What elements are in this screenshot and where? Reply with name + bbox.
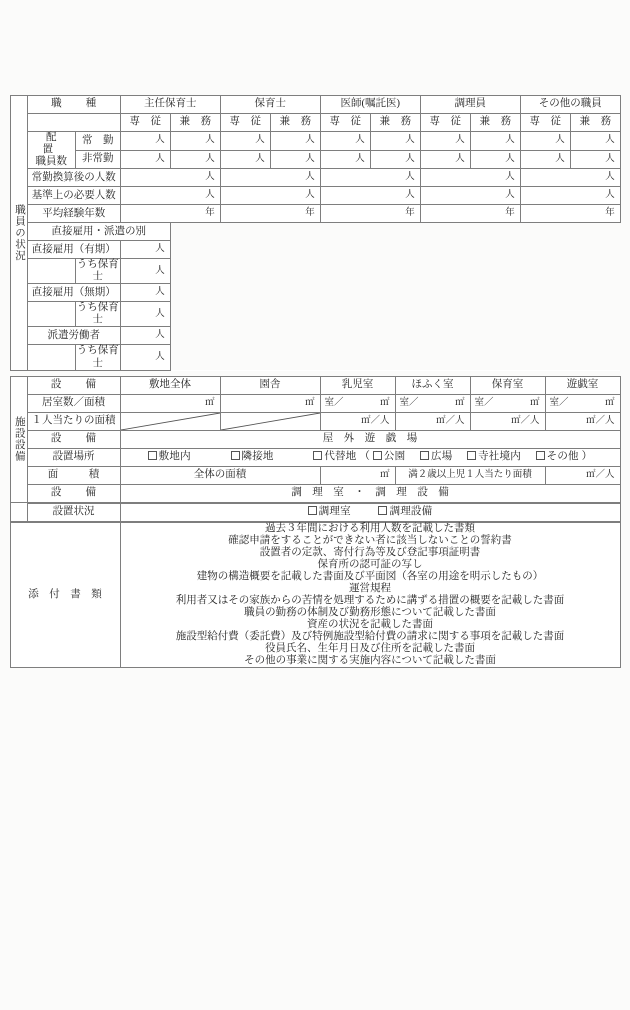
attachment-item-1: 過去３年間における利用人数を記載した書類 xyxy=(265,522,475,534)
cell-hijoukin-3-senju[interactable]: 人 xyxy=(320,150,370,169)
per-person-area-row xyxy=(10,412,620,430)
per-person-hohokushitsu[interactable] xyxy=(395,412,470,430)
equipment-col-nyujishitsu: 乳児室 xyxy=(320,376,395,394)
employment-row-fixed-term-hoikushi xyxy=(10,259,620,284)
cell-hijoukin-5-senju[interactable]: 人 xyxy=(520,150,570,169)
employment-value-dispatched[interactable]: 人 xyxy=(120,327,170,345)
job-category-hoikushi: 保育士 xyxy=(220,96,320,114)
checkbox-option-daitaichi[interactable]: 代替地 xyxy=(313,451,356,462)
equipment-header-row xyxy=(10,376,620,394)
row-label-required: 基準上の必要人数 xyxy=(27,187,120,205)
duty-type-header-row xyxy=(10,114,620,132)
unit-sqm-person-total: ㎡／人 xyxy=(585,469,615,480)
per-person-ensha-na xyxy=(220,412,320,430)
cell-joukin-5-senju[interactable]: 人 xyxy=(520,132,570,151)
staff-section-side-label: 職員の状況 xyxy=(10,96,27,371)
cell-hijoukin-2-kenmu[interactable]: 人 xyxy=(270,150,320,169)
employment-filler-1 xyxy=(170,241,620,259)
rooms-area-shikichi[interactable] xyxy=(120,394,220,412)
assigned-parttime-row xyxy=(10,150,620,169)
cell-joukin-4-kenmu[interactable]: 人 xyxy=(470,132,520,151)
checkbox-option-chourishitsu[interactable]: 調理室 xyxy=(308,506,351,517)
employment-row-fixed-term xyxy=(10,241,620,259)
checkbox-icon-shikichinai[interactable] xyxy=(148,451,157,460)
outdoor-area-row xyxy=(10,466,620,484)
checkbox-icon-sonota[interactable] xyxy=(536,451,545,460)
employment-label-permanent-hoikushi: うち保育士 xyxy=(76,302,119,326)
attachment-item-2: 確認申請をすることができない者に該当しないことの誓約書 xyxy=(228,534,512,546)
install-place-options xyxy=(120,448,620,466)
unit-sqm-total: ㎡ xyxy=(379,469,390,480)
employment-filler-6 xyxy=(170,345,620,370)
unit-sqm-person-2: ㎡／人 xyxy=(435,415,465,426)
cell-fte-3[interactable]: 人 xyxy=(320,169,420,187)
attachments-row xyxy=(10,522,620,668)
duty-senju-2: 専 従 xyxy=(220,114,270,132)
employment-indent-2 xyxy=(27,302,75,327)
install-place-row xyxy=(10,448,620,466)
cell-fte-5[interactable]: 人 xyxy=(520,169,620,187)
cell-hijoukin-5-kenmu[interactable]: 人 xyxy=(570,150,620,169)
cell-avgexp-3[interactable]: 年 xyxy=(320,205,420,223)
install-status-label: 設置状況 xyxy=(27,503,120,521)
employment-type-header-row xyxy=(10,223,620,241)
employment-label-fixed-term-hoikushi: うち保育士 xyxy=(76,259,119,283)
job-category-chouriin: 調理員 xyxy=(420,96,520,114)
employment-value-dispatched-hoikushi[interactable]: 人 xyxy=(120,345,170,370)
duty-senju-4: 専 従 xyxy=(420,114,470,132)
attachment-item-4: 保育所の認可証の写し xyxy=(317,558,423,570)
job-type-label: 職 種 xyxy=(27,96,120,114)
cell-hijoukin-1-kenmu[interactable]: 人 xyxy=(170,150,220,169)
duty-kenmu-1: 兼 務 xyxy=(170,114,220,132)
rooms-area-nyujishitsu[interactable]: 室／ ㎡ xyxy=(320,394,395,412)
cell-joukin-3-senju[interactable]: 人 xyxy=(320,132,370,151)
required-staff-row xyxy=(10,187,620,205)
job-category-ishi: 医師(嘱託医) xyxy=(320,96,420,114)
cell-joukin-2-senju[interactable]: 人 xyxy=(220,132,270,151)
cell-joukin-4-senju[interactable]: 人 xyxy=(420,132,470,151)
employment-value-permanent-hoikushi[interactable]: 人 xyxy=(120,302,170,327)
cell-avgexp-1[interactable]: 年 xyxy=(120,205,220,223)
rooms-area-hoikushitsu[interactable]: 室／ ㎡ xyxy=(470,394,545,412)
per-person-area-label: １人当たりの面積 xyxy=(27,412,120,430)
assigned-fulltime-row xyxy=(10,132,620,151)
cell-required-3[interactable]: 人 xyxy=(320,187,420,205)
attachment-item-6: 運営規程 xyxy=(349,582,391,594)
unit-sqm-1: ㎡ xyxy=(204,397,215,408)
employment-label-fixed-term: 直接雇用（有期） xyxy=(27,241,120,259)
install-place-label: 設置場所 xyxy=(27,448,120,466)
kitchen-options xyxy=(120,503,620,521)
duty-kenmu-2: 兼 務 xyxy=(270,114,320,132)
diagonal-strike-icon-2 xyxy=(221,413,320,430)
employment-label-dispatched-hoikushi: うち保育士 xyxy=(76,345,119,369)
cell-required-1[interactable]: 人 xyxy=(120,187,220,205)
unit-room-1: 室／ xyxy=(324,397,344,408)
form-page xyxy=(0,95,630,1010)
checkbox-option-jishakeidai[interactable]: 寺社境内 xyxy=(467,451,521,462)
rooms-area-ensha[interactable] xyxy=(220,394,320,412)
total-area-value[interactable] xyxy=(320,466,395,484)
employment-row-dispatched xyxy=(10,327,620,345)
cell-avgexp-4[interactable]: 年 xyxy=(420,205,520,223)
per-child-area-value[interactable] xyxy=(545,466,620,484)
unit-room-4: 室／ xyxy=(549,397,569,408)
per-child-area-label: 満２歳以上児１人当たり面積 xyxy=(395,466,545,484)
checkbox-icon-kouen[interactable] xyxy=(373,451,382,460)
employment-filler-4 xyxy=(170,302,620,327)
employment-value-fixed-term-hoikushi[interactable]: 人 xyxy=(120,259,170,284)
outdoor-playground-header: 屋 外 遊 戯 場 xyxy=(120,430,620,448)
cell-fte-4[interactable]: 人 xyxy=(420,169,520,187)
open-paren: （ xyxy=(359,451,371,463)
employment-indent-1 xyxy=(27,259,75,284)
checkbox-option-chourisetsubi[interactable]: 調理設備 xyxy=(378,506,432,517)
rooms-area-hohokushitsu[interactable]: 室／ ㎡ xyxy=(395,394,470,412)
checkbox-icon-daitaichi[interactable] xyxy=(313,451,322,460)
duty-kenmu-4: 兼 務 xyxy=(470,114,520,132)
per-person-yugishitsu[interactable] xyxy=(545,412,620,430)
kitchen-header: 調 理 室 ・ 調 理 設 備 xyxy=(120,484,620,502)
checkbox-option-sonota[interactable]: その他 xyxy=(536,451,579,462)
rooms-area-yugishitsu[interactable]: 室／ ㎡ xyxy=(545,394,620,412)
unit-sqm-person-3: ㎡／人 xyxy=(510,415,540,426)
per-person-hoikushitsu[interactable] xyxy=(470,412,545,430)
rooms-area-label: 居室数／面積 xyxy=(27,394,120,412)
job-category-sonota: その他の職員 xyxy=(520,96,620,114)
average-experience-row xyxy=(10,205,620,223)
equipment-col-ensha: 園舎 xyxy=(220,376,320,394)
duty-type-spacer xyxy=(27,114,120,132)
row-label-hijoukin: 非常勤 xyxy=(75,150,120,169)
attachment-item-10: 施設型給付費（委託費）及び特例施設型給付費の請求に関する事項を記載した書面 xyxy=(175,631,565,643)
checkbox-option-rinsetsuchi[interactable]: 隣接地 xyxy=(231,451,274,462)
facility-equipment-table xyxy=(10,376,621,503)
cell-avgexp-2[interactable]: 年 xyxy=(220,205,320,223)
employment-filler-2 xyxy=(170,259,620,284)
cell-joukin-2-kenmu[interactable]: 人 xyxy=(270,132,320,151)
outdoor-header-row xyxy=(10,430,620,448)
cell-fte-2[interactable]: 人 xyxy=(220,169,320,187)
cell-joukin-1-senju[interactable]: 人 xyxy=(120,132,170,151)
attachment-item-8: 職員の勤務の体制及び勤務形態について記載した書面 xyxy=(244,607,496,618)
checkbox-option-hiroba[interactable]: 広場 xyxy=(420,451,452,462)
duty-senju-5: 専 従 xyxy=(520,114,570,132)
duty-kenmu-3: 兼 務 xyxy=(370,114,420,132)
attachment-item-9: 資産の状況を記載した書面 xyxy=(307,619,433,631)
cell-hijoukin-2-senju[interactable]: 人 xyxy=(220,150,270,169)
equipment-col-yugishitsu: 遊戯室 xyxy=(545,376,620,394)
employment-header-filler xyxy=(170,223,620,241)
employment-row-permanent xyxy=(10,284,620,302)
checkbox-icon-chourisetsubi[interactable] xyxy=(378,506,387,515)
employment-label-dispatched: 派遣労働者 xyxy=(27,327,120,345)
duty-senju-3: 専 従 xyxy=(320,114,370,132)
cell-hijoukin-3-kenmu[interactable]: 人 xyxy=(370,150,420,169)
per-person-nyujishitsu[interactable] xyxy=(320,412,395,430)
kitchen-status-table xyxy=(10,503,621,522)
checkbox-option-shikichinai[interactable]: 敷地内 xyxy=(148,451,191,462)
employment-row-permanent-hoikushi xyxy=(10,302,620,327)
staff-status-table xyxy=(10,95,621,371)
employment-value-fixed-term[interactable]: 人 xyxy=(120,241,170,259)
attachment-item-11: 役員氏名、生年月日及び住所を記載した書面 xyxy=(265,643,475,655)
equipment-label-1: 設 備 xyxy=(27,376,120,394)
equipment-col-shikichi: 敷地全体 xyxy=(120,376,220,394)
attachments-table xyxy=(10,522,621,669)
equipment-label-3: 設 備 xyxy=(27,484,120,502)
unit-sqm-2: ㎡ xyxy=(304,397,315,408)
facility-section-side-label: 施設設備 xyxy=(10,376,27,502)
cell-required-4[interactable]: 人 xyxy=(420,187,520,205)
cell-required-2[interactable]: 人 xyxy=(220,187,320,205)
unit-room-3: 室／ xyxy=(474,397,494,408)
fulltime-equivalent-row xyxy=(10,169,620,187)
cell-hijoukin-4-senju[interactable]: 人 xyxy=(420,150,470,169)
cell-fte-1[interactable]: 人 xyxy=(120,169,220,187)
cell-hijoukin-1-senju[interactable]: 人 xyxy=(120,150,170,169)
checkbox-option-kouen[interactable]: 公園 xyxy=(373,451,405,462)
attachments-label: 添 付 書 類 xyxy=(10,522,120,668)
employment-filler-5 xyxy=(170,327,620,345)
total-area-label: 全体の面積 xyxy=(120,466,320,484)
cell-required-5[interactable]: 人 xyxy=(520,187,620,205)
employment-type-header: 直接雇用・派遣の別 xyxy=(27,223,170,241)
employment-row-dispatched-hoikushi xyxy=(10,345,620,370)
facility-side-label-continued xyxy=(10,503,27,521)
unit-room-2: 室／ xyxy=(399,397,419,408)
equipment-col-hoikushitsu: 保育室 xyxy=(470,376,545,394)
install-status-row xyxy=(10,503,620,521)
cell-joukin-1-kenmu[interactable]: 人 xyxy=(170,132,220,151)
checkbox-icon-chourishitsu[interactable] xyxy=(308,506,317,515)
cell-avgexp-5[interactable]: 年 xyxy=(520,205,620,223)
attachment-item-3: 設置者の定款、寄付行為等及び登記事項証明書 xyxy=(259,546,481,558)
rooms-area-row xyxy=(10,394,620,412)
checkbox-icon-hiroba[interactable] xyxy=(420,451,429,460)
equipment-col-hohokushitsu: ほふく室 xyxy=(395,376,470,394)
duty-senju-1: 専 従 xyxy=(120,114,170,132)
assigned-staff-count-label: 配 置 職員数 xyxy=(27,132,75,169)
checkbox-icon-rinsetsuchi[interactable] xyxy=(231,451,240,460)
duty-kenmu-5: 兼 務 xyxy=(570,114,620,132)
row-label-avg-experience: 平均経験年数 xyxy=(27,205,120,223)
cell-hijoukin-4-kenmu[interactable]: 人 xyxy=(470,150,520,169)
cell-joukin-3-kenmu[interactable]: 人 xyxy=(370,132,420,151)
close-paren: ） xyxy=(581,451,593,463)
per-person-shikichi-na xyxy=(120,412,220,430)
cell-joukin-5-kenmu[interactable]: 人 xyxy=(570,132,620,151)
employment-filler-3 xyxy=(170,284,620,302)
employment-value-permanent[interactable]: 人 xyxy=(120,284,170,302)
equipment-label-2: 設 備 xyxy=(27,430,120,448)
attachments-list xyxy=(120,522,620,668)
unit-sqm-person-1: ㎡／人 xyxy=(360,415,390,426)
area-label: 面 積 xyxy=(27,466,120,484)
row-label-fte: 常勤換算後の人数 xyxy=(27,169,120,187)
attachment-item-5: 建物の構造概要を記載した書面及び平面図（各室の用途を明示したもの） xyxy=(196,570,544,582)
kitchen-header-row xyxy=(10,484,620,502)
employment-indent-3 xyxy=(27,345,75,370)
job-category-shunin-hoikushi: 主任保育士 xyxy=(120,96,220,114)
unit-sqm-person-4: ㎡／人 xyxy=(585,415,615,426)
attachment-item-12: その他の事業に関する実施内容について記載した書面 xyxy=(244,655,496,667)
diagonal-strike-icon-1 xyxy=(121,413,220,430)
checkbox-icon-jishakeidai[interactable] xyxy=(467,451,476,460)
row-label-joukin: 常 勤 xyxy=(75,132,120,151)
attachment-item-7: 利用者又はその家族からの苦情を処理するために講ずる措置の概要を記載した書面 xyxy=(175,594,565,606)
job-category-header-row xyxy=(10,96,620,114)
employment-label-permanent: 直接雇用（無期） xyxy=(27,284,120,302)
